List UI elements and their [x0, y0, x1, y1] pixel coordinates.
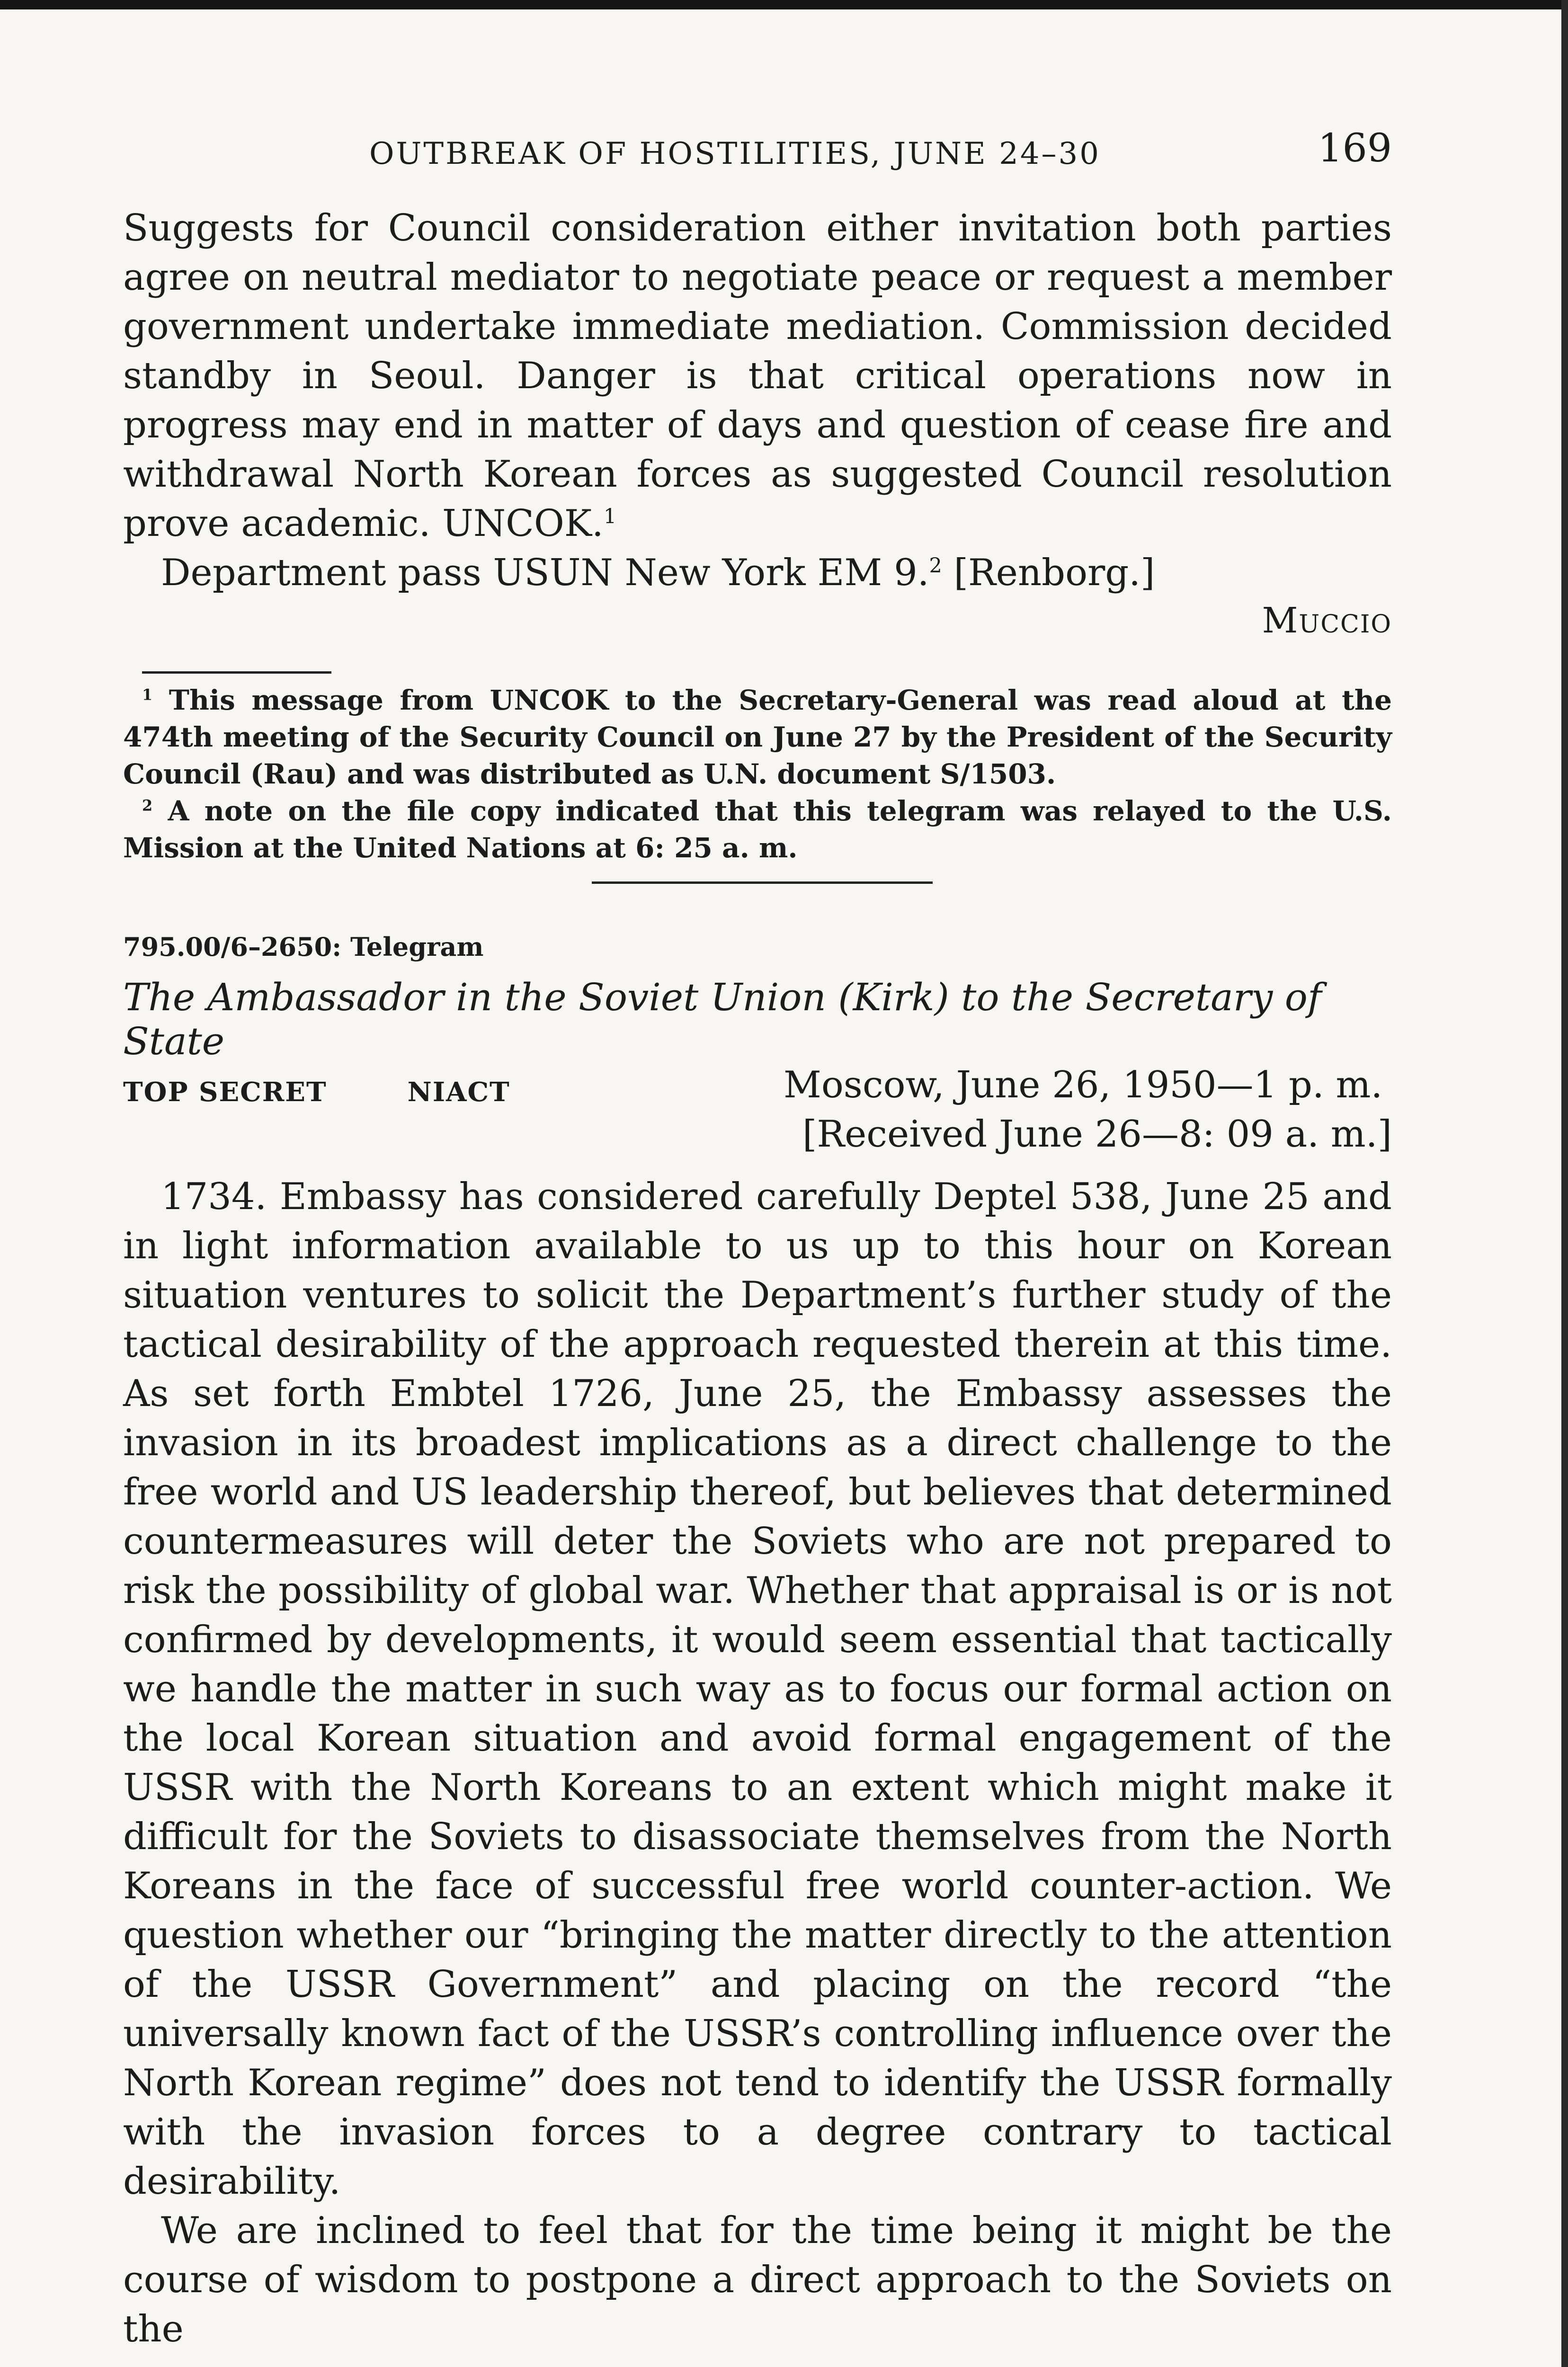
footnote-ref-1: 1 — [603, 505, 617, 528]
received-date: [Received June 26—8: 09 a. m.] — [802, 1113, 1392, 1156]
classification: TOP SECRET — [123, 1077, 327, 1108]
footnote-2: $^2$ A note on the file copy indicated that this telegram was relayed to the U.S. Mission at the United Nations at 6: 25 a. m. — [123, 795, 1392, 864]
signature: Muccio — [1262, 600, 1392, 641]
running-head: OUTBREAK OF HOSTILITIES, JUNE 24–30 — [369, 136, 1101, 171]
page-number: 169 — [1318, 126, 1392, 171]
routing-line: Department pass USUN New York EM 9. — [161, 552, 929, 594]
footnote-rule — [142, 671, 331, 674]
telegram-paragraph-2: We are inclined to feel that for the time being it might be the course of wisdom to postpone a direct approach to the Soviets on the — [123, 2209, 1392, 2350]
scan-right-border — [1561, 0, 1568, 2367]
routing-tail: [Renborg.] — [942, 552, 1155, 594]
dateline — [784, 1060, 1392, 1159]
section-divider — [592, 881, 933, 884]
classification-line — [123, 1077, 591, 1108]
footnote-ref-2: 2 — [929, 554, 942, 578]
document-title: The Ambassador in the Soviet Union (Kirk) to the Secretary of State — [123, 975, 1322, 1063]
telegram-paragraph-1: 1734. Embassy has considered carefully Deptel 538, June 25 and in light information available to us up to this hour on Korean situation ventures to solicit the Department’s further study of the tactical desirability of the approach requested therein at this time. As set forth Embtel 1726, June 25, the Embassy assesses the invasion in its broadest implications as a direct challenge to the free world and US leadership thereof, but believes that determined countermeasures will deter the Soviets who are not prepared to risk the possibility of global war. Whether that appraisal is or is not confirmed by developments, it would seem essential that tactically we handle the matter in such way as to focus our formal action on the local Korean situation and avoid formal engagement of the USSR with the North Koreans to an extent which might make it difficult for the Soviets to disassociate themselves from the North Koreans in the face of successful free world counter-action. We question whether our “bringing the matter directly to the attention of the USSR Government” and placing on the record “the universally known fact of the USSR’s controlling influence over the North Korean regime” does not tend to identify the USSR formally with the invasion forces to a degree contrary to tactical desirability. — [123, 1175, 1392, 2203]
footnotes — [123, 682, 1392, 866]
precedence: NIACT — [407, 1077, 510, 1108]
message1-text: Suggests for Council consideration either invitation both parties agree on neutral mediator to negotiate peace or request a member government undertake immediate mediation. Commission decided standby in Seoul. Danger is that critical operations now in progress may end in matter of days and question of cease fire and withdrawal North Korean forces as suggested Council resolution prove academic. UNCOK. — [123, 207, 1392, 545]
page-header — [123, 117, 1392, 174]
document-page — [123, 0, 1392, 2367]
file-number: 795.00/6–2650: Telegram — [123, 932, 484, 962]
message1-body — [123, 204, 1392, 597]
place-date: Moscow, June 26, 1950—1 p. m. — [783, 1064, 1383, 1106]
footnote-1: $^1$ This message from UNCOK to the Secretary-General was read aloud at the 474th meeting of the Security Council on June 27 by the President of the Security Council (Rau) and was distributed as U.N. document S/1503. — [123, 684, 1392, 790]
telegram-body — [123, 1172, 1392, 2354]
